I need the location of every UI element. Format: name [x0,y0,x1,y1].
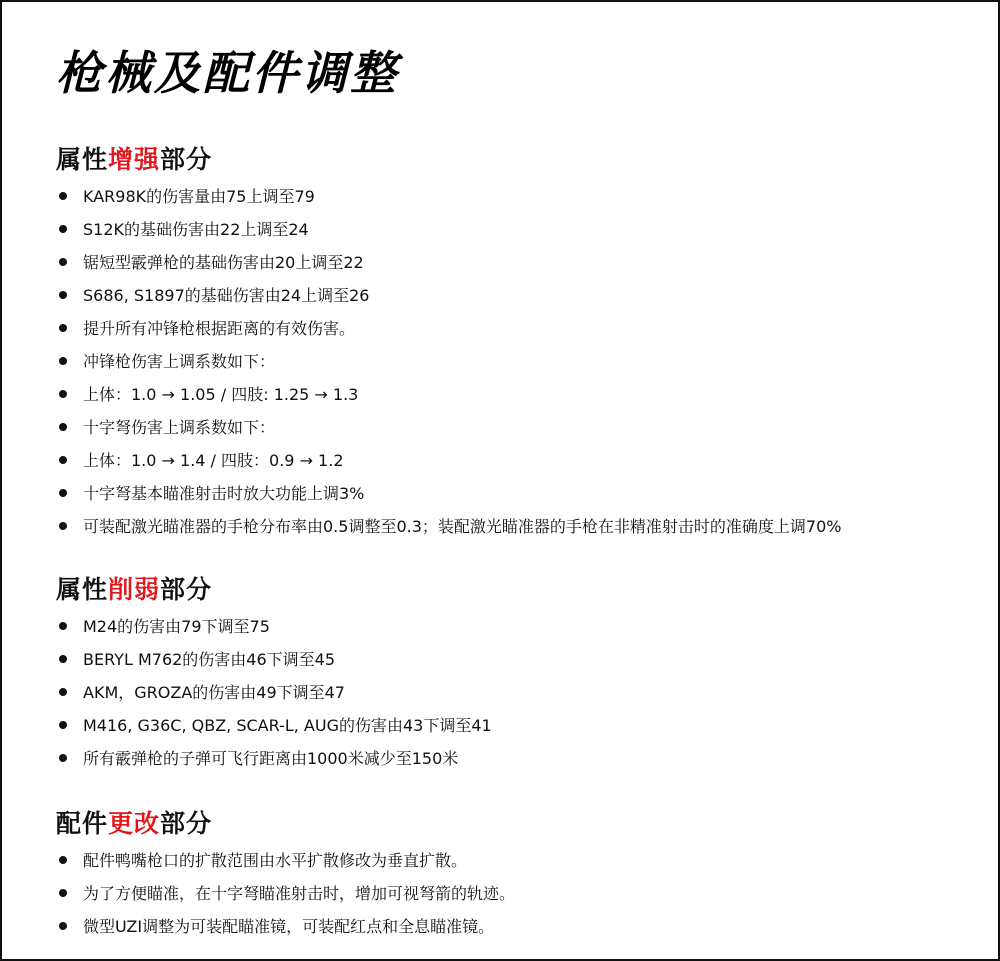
list-item-text: M24的伤害由79下调至75 [83,617,270,636]
heading-suffix: 部分 [160,809,213,838]
list-item [56,742,976,775]
list-item-text: S12K的基础伤害由22上调至24 [83,220,309,239]
bullet-dot-icon [59,754,67,762]
heading-accent: 更改 [108,809,161,838]
heading-prefix: 属性 [56,575,109,604]
list-item-text: 十字弩基本瞄准射击时放大功能上调3% [83,484,365,503]
list-item-text: KAR98K的伤害量由75上调至79 [83,187,315,206]
bullet-dot-icon [59,357,67,365]
list-item-text: M416, G36C, QBZ, SCAR-L, AUG的伤害由43下调至41 [83,716,492,735]
bullet-dot-icon [59,192,67,200]
list-item-text: 冲锋枪伤害上调系数如下： [83,352,276,371]
list-item-text: 所有霰弹枪的子弹可飞行距离由1000米减少至150米 [83,749,459,768]
bullet-dot-icon [59,225,67,233]
heading-suffix: 部分 [160,145,213,174]
list-item [56,411,976,444]
heading-suffix: 部分 [160,575,213,604]
bullet-dot-icon [59,489,67,497]
bullet-dot-icon [59,856,67,864]
bullet-dot-icon [59,655,67,663]
list-item-text: 十字弩伤害上调系数如下： [83,418,276,437]
list-item [56,312,976,345]
list-item [56,246,976,279]
bullet-dot-icon [59,721,67,729]
heading-accent: 削弱 [108,575,161,604]
bullet-dot-icon [59,456,67,464]
list-item [56,444,976,477]
bullet-dot-icon [59,522,67,530]
section-attachments [56,804,976,943]
bullet-dot-icon [59,922,67,930]
list-item [56,610,976,643]
heading-prefix: 配件 [56,809,109,838]
list-item-text: 上体：1.0 → 1.05 / 四肢: 1.25 → 1.3 [83,385,359,404]
list-item-text: AKM，GROZA的伤害由49下调至47 [83,683,345,702]
section-nerf [56,570,976,775]
list-item [56,180,976,213]
heading-accent: 增强 [108,145,161,174]
list-item [56,676,976,709]
section-heading [56,570,976,610]
bullet-list [56,180,976,543]
heading-prefix: 属性 [56,145,109,174]
list-item [56,510,976,543]
bullet-dot-icon [59,889,67,897]
bullet-dot-icon [59,423,67,431]
section-heading [56,140,976,180]
list-item [56,213,976,246]
list-item-text: BERYL M762的伤害由46下调至45 [83,650,336,669]
list-item [56,910,976,943]
bullet-dot-icon [59,324,67,332]
page-title: 枪械及配件调整 [56,46,399,100]
list-item-text: 上体：1.0 → 1.4 / 四肢：0.9 → 1.2 [83,451,344,470]
bullet-dot-icon [59,291,67,299]
bullet-list [56,610,976,775]
list-item-text: 微型UZI调整为可装配瞄准镜，可装配红点和全息瞄准镜。 [83,917,495,936]
list-item-text: 提升所有冲锋枪根据距离的有效伤害。 [83,319,356,338]
list-item [56,279,976,312]
list-item-text: 锯短型霰弹枪的基础伤害由20上调至22 [83,253,364,272]
list-item [56,345,976,378]
list-item [56,378,976,411]
list-item [56,709,976,742]
list-item-text: S686, S1897的基础伤害由24上调至26 [83,286,370,305]
list-item-text: 为了方便瞄准，在十字弩瞄准射击时，增加可视弩箭的轨迹。 [83,884,516,903]
list-item [56,844,976,877]
list-item-text: 可装配激光瞄准器的手枪分布率由0.5调整至0.3；装配激光瞄准器的手枪在非精准射击时的准确度上调70% [83,517,842,536]
bullet-list [56,844,976,943]
bullet-dot-icon [59,688,67,696]
section-heading [56,804,976,844]
section-buff [56,140,976,543]
bullet-dot-icon [59,390,67,398]
list-item [56,477,976,510]
list-item [56,643,976,676]
bullet-dot-icon [59,622,67,630]
list-item [56,877,976,910]
bullet-dot-icon [59,258,67,266]
list-item-text: 配件鸭嘴枪口的扩散范围由水平扩散修改为垂直扩散。 [83,851,468,870]
